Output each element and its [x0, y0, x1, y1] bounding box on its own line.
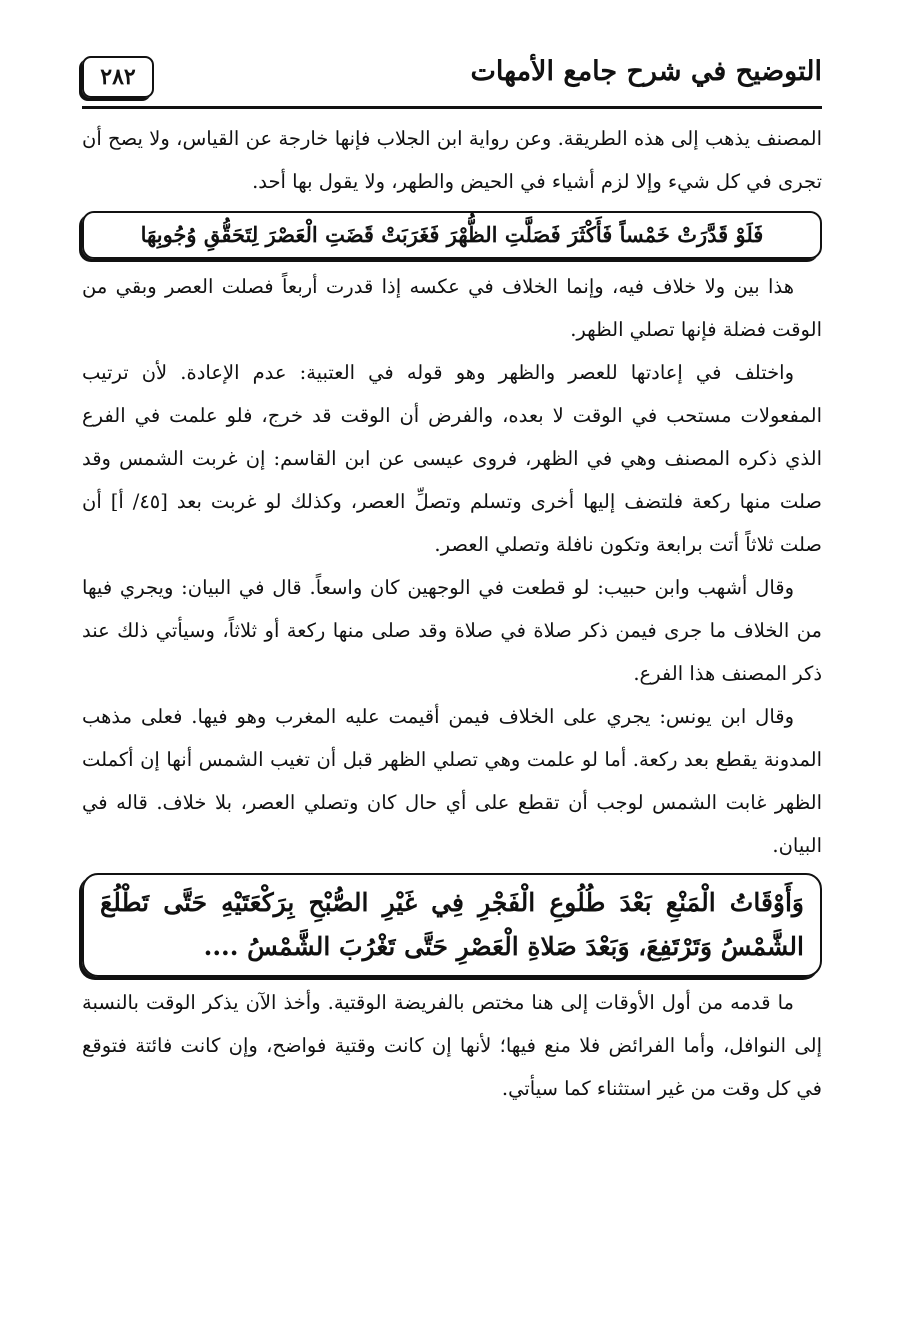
paragraph-4: وقال أشهب وابن حبيب: لو قطعت في الوجهين كان واسعاً. قال في البيان: ويجري فيها من الخلاف ما جرى فيمن ذكر صلاة في صلاة وقد صلى منها ركعة أو ثلاثاً، وسيأتي ذلك عند ذكر المصنف هذا الفرع.: [82, 576, 823, 685]
body-text: [82, 117, 822, 1110]
paragraph-3: واختلف في إعادتها للعصر والظهر وهو قوله في العتبية: عدم الإعادة. لأن ترتيب المفعولات مستحب في الوقت لا بعده، والفرض أن الوقت قد خرج، فلو علمت في الفرع الذي ذكره المصنف وهي في الظهر، فروى عيسى عن ابن القاسم: إن غربت الشمس وقد صلت منها ركعة فلتضف إليها أخرى وتسلم وتصلِّ العصر، وكذلك لو غربت بعد [٤٥/ أ] أن صلت ثلاثاً أتت برابعة وتكون نافلة وتصلي العصر.: [82, 361, 822, 556]
paragraph-2: هذا بين ولا خلاف فيه، وإنما الخلاف في عكسه إذا قدرت أربعاً فصلت العصر وبقي من الوقت فضلة فإنها تصلي الظهر.: [82, 275, 822, 341]
book-title: التوضيح في شرح جامع الأمهات: [470, 56, 822, 87]
paragraph-6: ما قدمه من أول الأوقات إلى هنا مختص بالفريضة الوقتية. وأخذ الآن يذكر الوقت بالنسبة إلى النوافل، وأما الفرائض فلا منع فيها؛ لأنها إن كانت وقتية فواضح، وإن كانت فائتة فتوقع في كل وقت من غير استثناء كما سيأتي.: [82, 991, 822, 1100]
paragraph-5: وقال ابن يونس: يجري على الخلاف فيمن أقيمت عليه المغرب وهو فيها. فعلى مذهب المدونة يقطع بعد ركعة. أما لو علمت وهي تصلي الظهر قبل أن تغيب الشمس أنها إن أكملت الظهر غابت الشمس لوجب أن تقطع على أي حال كان وتصلي العصر، بلا خلاف. قاله في البيان.: [82, 705, 822, 857]
matn-box-2: وَأَوْقَاتُ الْمَنْعِ بَعْدَ طُلُوعِ الْفَجْرِ فِي غَيْرِ الصُّبْحِ بِرَكْعَتَيْهِ حَتَّى تَطْلُعَ الشَّمْسُ وَتَرْتَفِعَ، وَبَعْدَ صَلاةِ الْعَصْرِ حَتَّى تَغْرُبَ الشَّمْسُ ....: [82, 873, 822, 977]
matn-box-1: فَلَوْ قَدَّرَتْ خَمْساً فَأَكْثَرَ فَصَلَّتِ الظُّهْرَ فَغَرَبَتْ قَضَتِ الْعَصْرَ لِتَحَقُّقِ وُجُوبِهَا: [82, 211, 822, 259]
paragraph-1: المصنف يذهب إلى هذه الطريقة. وعن رواية ابن الجلاب فإنها خارجة عن القياس، ولا يصح أن تجرى في كل شيء وإلا لزم أشياء في الحيض والطهر، ولا يقول بها أحد.: [82, 127, 822, 193]
page-number: ٢٨٢: [82, 56, 154, 98]
page-header: [82, 50, 822, 109]
document-page: [82, 50, 822, 1110]
